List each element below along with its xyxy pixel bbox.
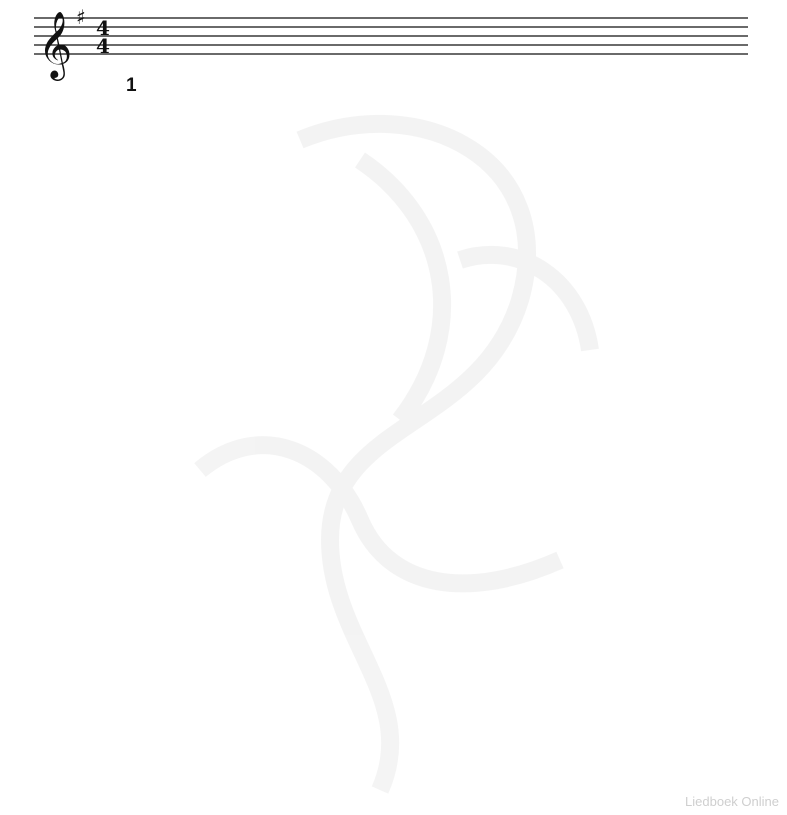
time-signature-top: 4 [96, 16, 110, 40]
verse-number: 1 [126, 75, 137, 96]
watermark-text: Liedboek Online [685, 794, 779, 809]
treble-clef-icon: 𝄞 [38, 10, 73, 78]
key-signature-sharp-icon: ♯ [76, 5, 86, 29]
background-ornament [200, 124, 590, 790]
time-signature-bottom: 4 [96, 34, 110, 58]
